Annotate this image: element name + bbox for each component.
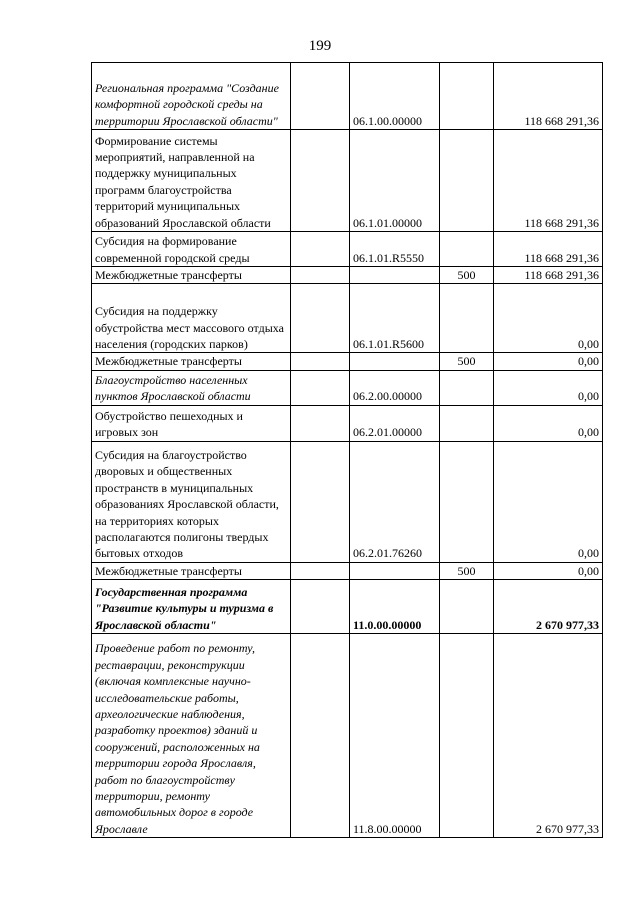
row-code: 11.0.00.00000 — [350, 580, 440, 634]
table-row — [92, 405, 603, 441]
empty-cell — [291, 562, 350, 579]
row-name: Межбюджетные трансферты — [92, 353, 291, 370]
row-code: 06.1.01.R5600 — [350, 284, 440, 353]
row-amount: 118 668 291,36 — [494, 232, 603, 267]
row-amount: 118 668 291,36 — [494, 130, 603, 232]
row-amount: 0,00 — [494, 405, 603, 441]
row-name: Межбюджетные трансферты — [92, 267, 291, 284]
row-code: 06.2.01.76260 — [350, 441, 440, 562]
row-name: Проведение работ по ремонту, реставрации, реконструкции (включая комплексные научно-исследовательские работы, археологические наблюдения, разработку проектов) зданий и сооружений, расположенных на территории города Ярославля, работ по благоустройству территории, ремонту автомобильных дорог в городе Ярославле — [92, 634, 291, 838]
empty-cell — [291, 284, 350, 353]
row-name: Межбюджетные трансферты — [92, 562, 291, 579]
row-amount: 0,00 — [494, 370, 603, 405]
empty-cell — [291, 370, 350, 405]
row-type — [440, 232, 494, 267]
row-type — [440, 130, 494, 232]
row-amount: 2 670 977,33 — [494, 634, 603, 838]
row-code — [350, 267, 440, 284]
table-row — [92, 441, 603, 562]
row-name: Субсидия на благоустройство дворовых и общественных пространств в муниципальных образованиях Ярославской области, на территориях которых располагаются полигоны твердых бытовых отходов — [92, 441, 291, 562]
row-name: Благоустройство населенных пунктов Ярославской области — [92, 370, 291, 405]
empty-cell — [291, 405, 350, 441]
row-amount: 118 668 291,36 — [494, 267, 603, 284]
table-row — [92, 370, 603, 405]
row-amount: 118 668 291,36 — [494, 63, 603, 130]
row-code: 06.2.01.00000 — [350, 405, 440, 441]
table-row — [92, 353, 603, 370]
table-row — [92, 562, 603, 579]
row-type — [440, 580, 494, 634]
table-row — [92, 63, 603, 130]
row-code: 11.8.00.00000 — [350, 634, 440, 838]
row-type — [440, 370, 494, 405]
empty-cell — [291, 130, 350, 232]
table-row — [92, 580, 603, 634]
table-row — [92, 267, 603, 284]
row-amount: 0,00 — [494, 353, 603, 370]
row-name: Государственная программа "Развитие культуры и туризма в Ярославской области" — [92, 580, 291, 634]
table-row — [92, 634, 603, 838]
empty-cell — [291, 63, 350, 130]
page-number: 199 — [308, 38, 332, 54]
row-name: Региональная программа "Создание комфортной городской среды на территории Ярославской области" — [92, 63, 291, 130]
row-type: 500 — [440, 267, 494, 284]
row-code — [350, 353, 440, 370]
row-amount: 0,00 — [494, 284, 603, 353]
row-code: 06.1.01.00000 — [350, 130, 440, 232]
row-amount: 0,00 — [494, 441, 603, 562]
budget-table — [91, 62, 603, 838]
row-amount: 0,00 — [494, 562, 603, 579]
empty-cell — [291, 634, 350, 838]
row-name: Субсидия на формирование современной городской среды — [92, 232, 291, 267]
row-amount: 2 670 977,33 — [494, 580, 603, 634]
row-name: Обустройство пешеходных и игровых зон — [92, 405, 291, 441]
row-code: 06.1.01.R5550 — [350, 232, 440, 267]
row-type — [440, 634, 494, 838]
table-row — [92, 232, 603, 267]
row-type: 500 — [440, 353, 494, 370]
row-type: 500 — [440, 562, 494, 579]
row-type — [440, 63, 494, 130]
row-type — [440, 405, 494, 441]
row-type — [440, 284, 494, 353]
row-type — [440, 441, 494, 562]
row-code — [350, 562, 440, 579]
table-row — [92, 130, 603, 232]
empty-cell — [291, 441, 350, 562]
empty-cell — [291, 267, 350, 284]
empty-cell — [291, 232, 350, 267]
row-name: Субсидия на поддержку обустройства мест массового отдыха населения (городских парков) — [92, 284, 291, 353]
empty-cell — [291, 580, 350, 634]
row-code: 06.1.00.00000 — [350, 63, 440, 130]
row-name: Формирование системы мероприятий, направленной на поддержку муниципальных программ благоустройства территорий муниципальных образований Ярославской области — [92, 130, 291, 232]
empty-cell — [291, 353, 350, 370]
table-row — [92, 284, 603, 353]
row-code: 06.2.00.00000 — [350, 370, 440, 405]
